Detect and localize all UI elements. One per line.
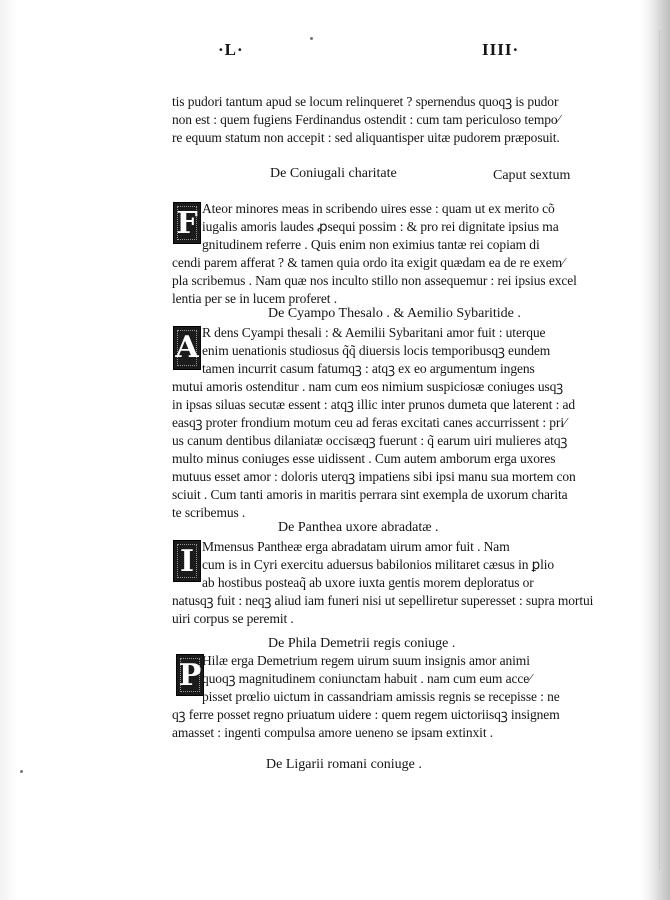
text-line: multo minus coniuges esse uidissent . Cum autem amborum erga uxores [172,451,556,466]
text-line: sciuit . Cum tanti amoris in maritis perrara sint exempla de uxorum charita [172,487,568,502]
decorated-initial: F [173,202,201,244]
text-line: Hilæ erga Demetrium regem uirum suum insignis amor animi [202,653,530,668]
decorated-initial: I [173,540,201,582]
text-line: qꝫ ferre posset regno priuatum uidere : quem regem uictoriisqꝫ insignem [172,707,560,722]
text-line: ab hostibus posteaq̃ ab uxore iuxta gentis morem deploratus or [202,575,534,590]
text-line: pisset prœlio uictum in cassandriam amissis regnis se recepisse : ne [202,689,560,704]
text-line: mutuus esset amor : doloris uterqꝫ impatiens sibi ipsi manu sua mortem con [172,469,576,484]
text-line: tamen incurrit casum fatumqꝫ : atqꝫ ex eo argumentum ingens [202,361,535,376]
text-line: easqꝫ proter frondium motum ceu ad feras excitati canes accurrissent : pri⁄ [172,415,567,430]
chapter-number: Caput sextum [493,168,571,183]
text-line: te scribemus . [172,505,246,520]
text-line: cendi parem afferat ? & tamen quia ordo ita exigit quædam ea de re exem⁄ [172,255,565,270]
text-line: Ateor minores meas in scribendo uires esse : quam ut ex merito cõ [202,201,555,216]
section-title: De Phila Demetrii regis coniuge . [268,636,456,651]
text-line: us canum dentibus dilaniatæ occisæqꝫ fuerunt : q̃ earum uiri mulieres atqꝫ [172,433,568,448]
text-line: iugalis amoris laudes ꝓsequi possim : & pro rei dignitate ipsius ma [202,219,559,234]
text-line: Mmensus Pantheæ erga abradatam uirum amor fuit . Nam [202,539,510,554]
text-line: uiri corpus se peremit . [172,611,294,626]
text-line: enim uenationis studiosus q̃q̃ diuersis locis temporibusqꝫ eundem [202,343,551,358]
text-line: pla scribemus . Nam quæ nos inculto stillo non assequemur : rei ipsius excel [172,273,577,288]
text-line: lentia per se in lucem proferet . [172,291,338,306]
text-line: in ipsas siluas secutæ essent : atqꝫ illic inter prunos dumeta que laterent : ad [172,397,576,412]
paper-speck [310,37,313,40]
section-title: De Panthea uxore abradatæ . [278,520,439,535]
paper-speck [20,770,23,773]
text-line: gnitudinem referre . Quis enim non eximius tantæ rei copiam di [202,237,540,252]
folio-number: IIII· [482,40,520,59]
text-line: tis pudori tantum apud se locum relinqueret ? spernendus quoqꝫ is pudor [172,94,559,109]
section-title: De Ligarii romani coniuge . [266,757,422,772]
section-title: De Cyampo Thesalo . & Aemilio Sybaritide . [268,306,521,321]
text-line: non est : quem fugiens Ferdinandus ostendit : cum tam periculoso tempo⁄ [172,112,560,127]
text-line: quoqꝫ magnitudinem coniunctam habuit . nam cum eum acce⁄ [202,671,532,686]
text-line: natusqꝫ fuit : neqꝫ aliud iam funeri nisi ut sepelliretur superesset : supra mortui [172,593,594,608]
text-line: mutui amoris ostenditur . nam cum eos nimium suspiciosæ coniuges usqꝫ [172,379,564,394]
decorated-initial: A [173,326,201,370]
text-line: R dens Cyampi thesali : & Aemilii Sybaritani amor fuit : uterque [202,325,546,340]
text-line: amasset : ingenti compulsa amore ueneno se ipsam extinxit . [172,725,494,740]
page-edge-line [659,30,660,870]
text-line: re equum statum non accepit : sed aliquantisper uitæ pudorem præposuit. [172,130,560,145]
page-header-left: ·L· [218,40,244,59]
decorated-initial: P [176,654,204,696]
chapter-title: De Coniugali charitate [270,166,397,181]
text-line: cum is in Cyri exercitu aduersus babilonios militaret cæsus in ꝑlio [202,557,555,572]
